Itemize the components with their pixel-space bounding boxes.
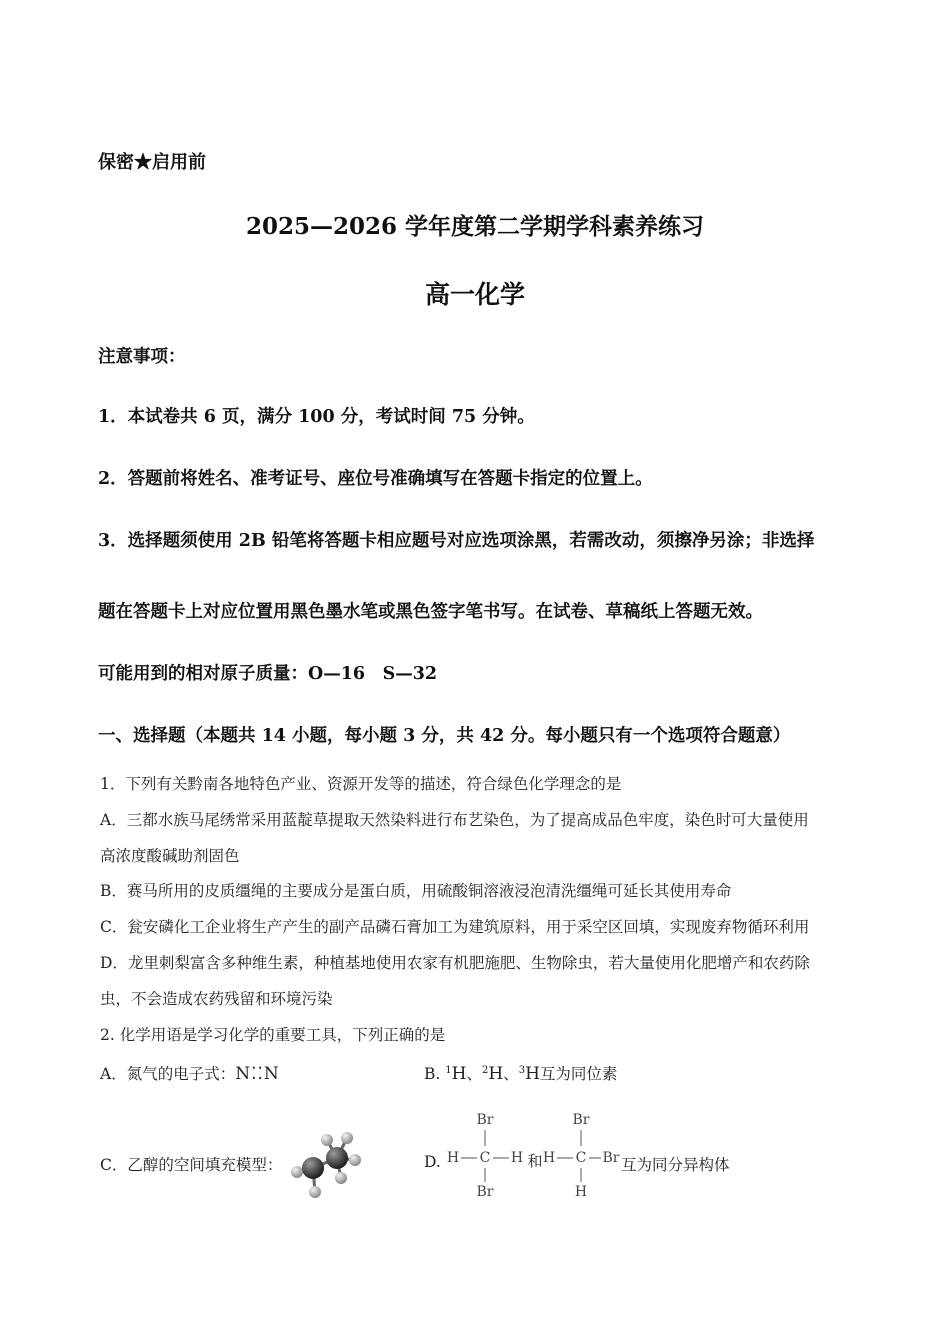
note-item-1: 1．本试卷共 6 页，满分 100 分，考试时间 75 分钟。 <box>98 407 535 427</box>
isotope-mass-1: 1 <box>445 1064 452 1076</box>
q2-option-a-label: A．氮气的电子式： <box>100 1065 236 1083</box>
q2-option-b-tail: 互为同位素 <box>539 1065 618 1083</box>
subject-title: 高一化学 <box>424 280 525 309</box>
s2-bottom-atom: H <box>574 1184 588 1200</box>
section-heading: 一、选择题（本题共 14 小题，每小题 3 分，共 42 分。每小题只有一个选项符合题意） <box>98 726 791 746</box>
exam-title: 2025—2026 学年度第二学期学科素养练习 <box>245 213 705 240</box>
s2-top-atom: Br <box>572 1112 590 1128</box>
q2-option-b <box>424 1062 617 1084</box>
q1-option-b: B．赛马所用的皮质缰绳的主要成分是蛋白质，用硫酸铜溶液浸泡清洗缰绳可延长其使用寿命 <box>100 882 732 900</box>
q1-option-d: D．龙里刺梨富含多种维生素，种植基地使用农家有机肥施肥、生物除虫，若大量使用化肥增产和农药除 <box>100 954 810 972</box>
isotope-symbol-2: H <box>488 1064 504 1084</box>
s1-center-atom: C <box>479 1150 491 1166</box>
dibromomethane-structures <box>446 1108 621 1200</box>
s1-right-atom: H <box>510 1150 524 1166</box>
question-2-stem: 2. 化学用语是学习化学的重要工具，下列正确的是 <box>100 1026 446 1044</box>
note-item-3-continued: 题在答题卡上对应位置用黑色墨水笔或黑色签字笔书写。在试卷、草稿纸上答题无效。 <box>98 602 763 622</box>
note-item-3: 3．选择题须使用 2B 铅笔将答题卡相应题号对应选项涂黑，若需改动，须擦净另涂；非选择 <box>98 531 815 551</box>
question-1-stem: 1．下列有关黔南各地特色产业、资源开发等的描述，符合绿色化学理念的是 <box>100 775 622 793</box>
isotope-separator-1: 、 <box>466 1065 482 1083</box>
s1-bottom-atom: Br <box>476 1184 494 1200</box>
q1-option-a-continued: 高浓度酸碱助剂固色 <box>100 847 240 865</box>
structure-and-word: 和 <box>527 1152 543 1170</box>
nitrogen-electron-formula: N⁚⁚N <box>235 1064 280 1084</box>
isotope-symbol-3: H <box>525 1064 540 1084</box>
s2-left-atom: H <box>542 1150 556 1166</box>
q1-option-c: C．瓮安磷化工企业将生产产生的副产品磷石膏加工为建筑原料，用于采空区回填，实现废弃物循环利用 <box>100 918 810 936</box>
note-item-2: 2．答题前将姓名、准考证号、座位号准确填写在答题卡指定的位置上。 <box>98 469 653 489</box>
notes-heading: 注意事项： <box>98 347 186 367</box>
s1-left-atom: H <box>446 1150 460 1166</box>
s2-right-atom: Br <box>602 1150 620 1166</box>
q1-option-d-continued: 虫，不会造成农药残留和环境污染 <box>100 990 333 1008</box>
q2-option-d-tail: 互为同分异构体 <box>621 1156 730 1174</box>
q2-option-b-label: B. <box>424 1065 441 1083</box>
isotope-separator-2: 、 <box>503 1065 519 1083</box>
q2-option-d-label: D. <box>424 1153 441 1171</box>
isotope-mass-3: 3 <box>518 1064 526 1076</box>
q1-option-a: A．三都水族马尾绣常采用蓝靛草提取天然染料进行布艺染色，为了提高成品色牢度，染色时可大量使用 <box>100 811 809 829</box>
q2-option-a <box>100 1062 280 1084</box>
q2-option-c-label: C．乙醇的空间填充模型： <box>100 1156 283 1174</box>
confidential-label: 保密★启用前 <box>98 152 206 173</box>
atomic-mass-line: 可能用到的相对原子质量：O—16 S—32 <box>98 664 438 684</box>
isotope-symbol-1: H <box>451 1064 467 1084</box>
s1-top-atom: Br <box>476 1112 494 1128</box>
s2-center-atom: C <box>575 1150 587 1166</box>
ethanol-space-filling-model <box>285 1128 365 1200</box>
isotope-mass-2: 2 <box>481 1064 489 1076</box>
